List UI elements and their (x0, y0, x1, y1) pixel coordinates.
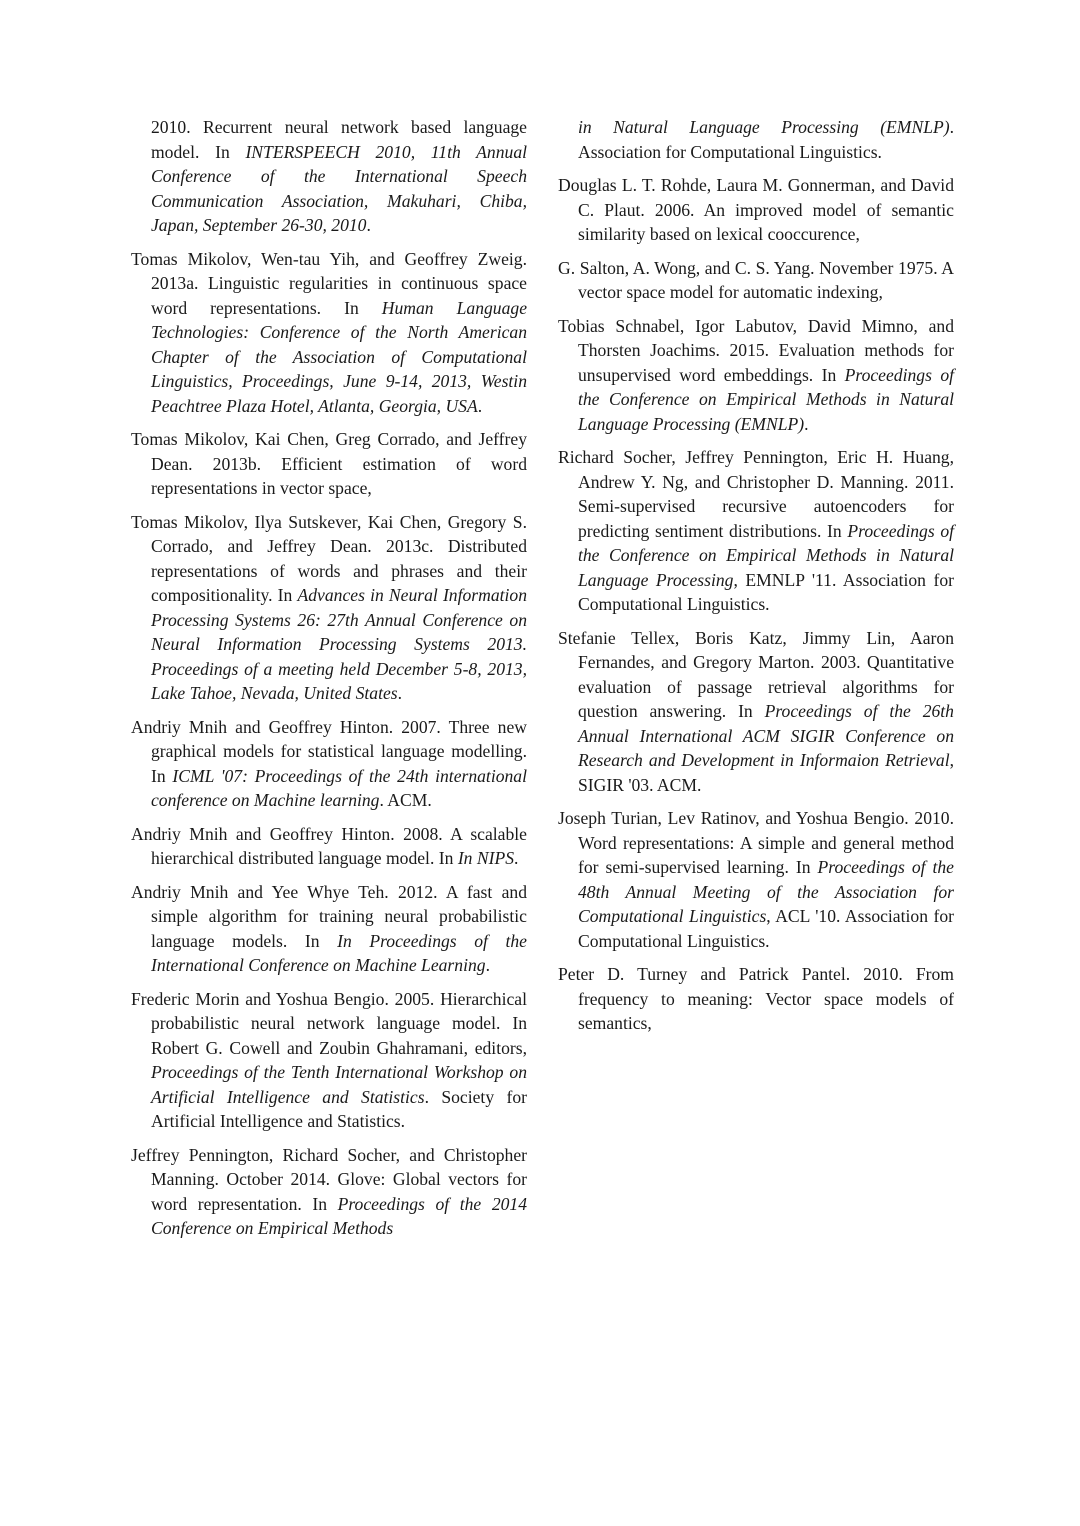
reference-venue-italic: Proceedings of the 2014 Conference on Empirical Methods (151, 1193, 528, 1238)
reference-text: . Society for Artificial Intelligence and Statistics. (151, 1086, 527, 1131)
reference-entry (558, 173, 954, 247)
reference-venue-italic: In Proceedings of the International Conference on Machine Learning (151, 930, 527, 975)
references-right-column (558, 115, 954, 1045)
reference-text: . Association for Computational Linguistics. (578, 117, 954, 162)
reference-text: . (804, 413, 809, 434)
reference-venue-italic: ICML '07: Proceedings of the 24th international conference on Machine learning (151, 765, 527, 810)
reference-entry (131, 880, 527, 978)
reference-text: 2010. Recurrent neural network based language model. In (151, 117, 527, 162)
reference-entry (558, 256, 954, 305)
reference-entry (131, 510, 527, 706)
reference-entry (131, 1143, 527, 1241)
reference-venue-italic: Proceedings of the 48th Annual Meeting of the Association for Computational Linguistics (578, 857, 954, 926)
reference-text: Frederic Morin and Yoshua Bengio. 2005. Hierarchical probabilistic neural network language model. In Robert G. Cowell and Zoubin Ghahramani, editors, (131, 988, 527, 1058)
reference-text: Tomas Mikolov, Wen-tau Yih, and Geoffrey Zweig. 2013a. Linguistic regularities in continuous space word representations. In (131, 248, 527, 318)
reference-entry (131, 427, 527, 501)
reference-entry (558, 806, 954, 953)
reference-entry (558, 445, 954, 617)
reference-text: G. Salton, A. Wong, and C. S. Yang. November 1975. A vector space model for automatic indexing, (558, 257, 954, 302)
reference-venue-italic: in Natural Language Processing (EMNLP) (578, 117, 950, 137)
reference-text: Tomas Mikolov, Kai Chen, Greg Corrado, and Jeffrey Dean. 2013b. Efficient estimation of word representations in vector space, (131, 429, 527, 498)
reference-venue-italic: Advances in Neural Information Processing Systems 26: 27th Annual Conference on Neural Information Processing Systems 2013. Proceedings of a meeting held December 5-8, 2013, Lake Tahoe, Nevada, United States (151, 585, 528, 703)
reference-venue-italic: Proceedings of the Conference on Empirical Methods in Natural Language Processing (EMNLP) (578, 364, 955, 434)
reference-entry (558, 626, 954, 798)
reference-venue-italic: Human Language Technologies: Conference of the North American Chapter of the Association of Computational Linguistics, Proceedings, June 9-14, 2013, Westin Peachtree Plaza Hotel, Atlanta, Georgia, USA (151, 297, 527, 416)
reference-entry (558, 314, 954, 437)
reference-venue-italic: Proceedings of the Conference on Empirical Methods in Natural Language Processing (578, 520, 954, 590)
reference-text: . (397, 683, 403, 703)
reference-entry (558, 962, 954, 1036)
reference-text: Tobias Schnabel, Igor Labutov, David Mimno, and Thorsten Joachims. 2015. Evaluation methods for unsupervised word embeddings. In (558, 315, 954, 385)
reference-text: Tomas Mikolov, Ilya Sutskever, Kai Chen, Gregory S. Corrado, and Jeffrey Dean. 2013c. Distributed representations of words and phrases and their compositionality. In (131, 511, 527, 605)
references-left-column (131, 115, 527, 1250)
reference-text: . (366, 215, 371, 235)
reference-text: . (477, 395, 483, 416)
reference-text: . (485, 955, 490, 975)
reference-text: Stefanie Tellex, Boris Katz, Jimmy Lin, Aaron Fernandes, and Gregory Marton. 2003. Quantitative evaluation of passage retrieval algorithms for question answering. In (558, 627, 954, 721)
reference-entry (131, 987, 527, 1134)
reference-venue-italic: In NIPS (457, 848, 515, 868)
reference-venue-italic: Proceedings of the Tenth International Workshop on Artificial Intelligence and Statistics (151, 1062, 527, 1107)
reference-venue-italic: Proceedings of the 26th Annual International ACM SIGIR Conference on Research and Development in Informaion Retrieval (578, 701, 954, 770)
reference-entry (131, 247, 527, 419)
reference-text: Joseph Turian, Lev Ratinov, and Yoshua Bengio. 2010. Word representations: A simple and general method for semi-supervised learning. In (558, 808, 954, 877)
reference-entry-continued (131, 115, 527, 238)
reference-text: Douglas L. T. Rohde, Laura M. Gonnerman, and David C. Plaut. 2006. An improved model of semantic similarity based on lexical cooccurence, (558, 175, 954, 244)
reference-entry-continued (558, 115, 954, 164)
reference-entry (131, 822, 527, 871)
reference-entry (131, 715, 527, 813)
reference-text: . (514, 848, 519, 868)
reference-text: . ACM. (379, 790, 432, 810)
reference-venue-italic: INTERSPEECH 2010, 11th Annual Conference of the International Speech Communication Association, Makuhari, Chiba, Japan, September 26-30, 2010 (151, 141, 527, 235)
reference-text: , ACL '10. Association for Computational Linguistics. (578, 906, 954, 951)
reference-text: Andriy Mnih and Geoffrey Hinton. 2007. Three new graphical models for statistical language modelling. In (131, 716, 527, 786)
reference-text: Jeffrey Pennington, Richard Socher, and Christopher Manning. October 2014. Glove: Global vectors for word representation. In (131, 1144, 527, 1214)
reference-text: Andriy Mnih and Yee Whye Teh. 2012. A fast and simple algorithm for training neural probabilistic language models. In (131, 881, 527, 951)
reference-text: , SIGIR '03. ACM. (578, 750, 954, 795)
reference-text: Andriy Mnih and Geoffrey Hinton. 2008. A scalable hierarchical distributed language model. In (131, 823, 527, 868)
reference-text: Peter D. Turney and Patrick Pantel. 2010. From frequency to meaning: Vector space models of semantics, (558, 964, 954, 1033)
reference-text: Richard Socher, Jeffrey Pennington, Eric H. Huang, Andrew Y. Ng, and Christopher D. Manning. 2011. Semi-supervised recursive autoencoders for predicting sentiment distributions. In (558, 447, 954, 541)
reference-text: , EMNLP '11. Association for Computational Linguistics. (578, 569, 955, 614)
